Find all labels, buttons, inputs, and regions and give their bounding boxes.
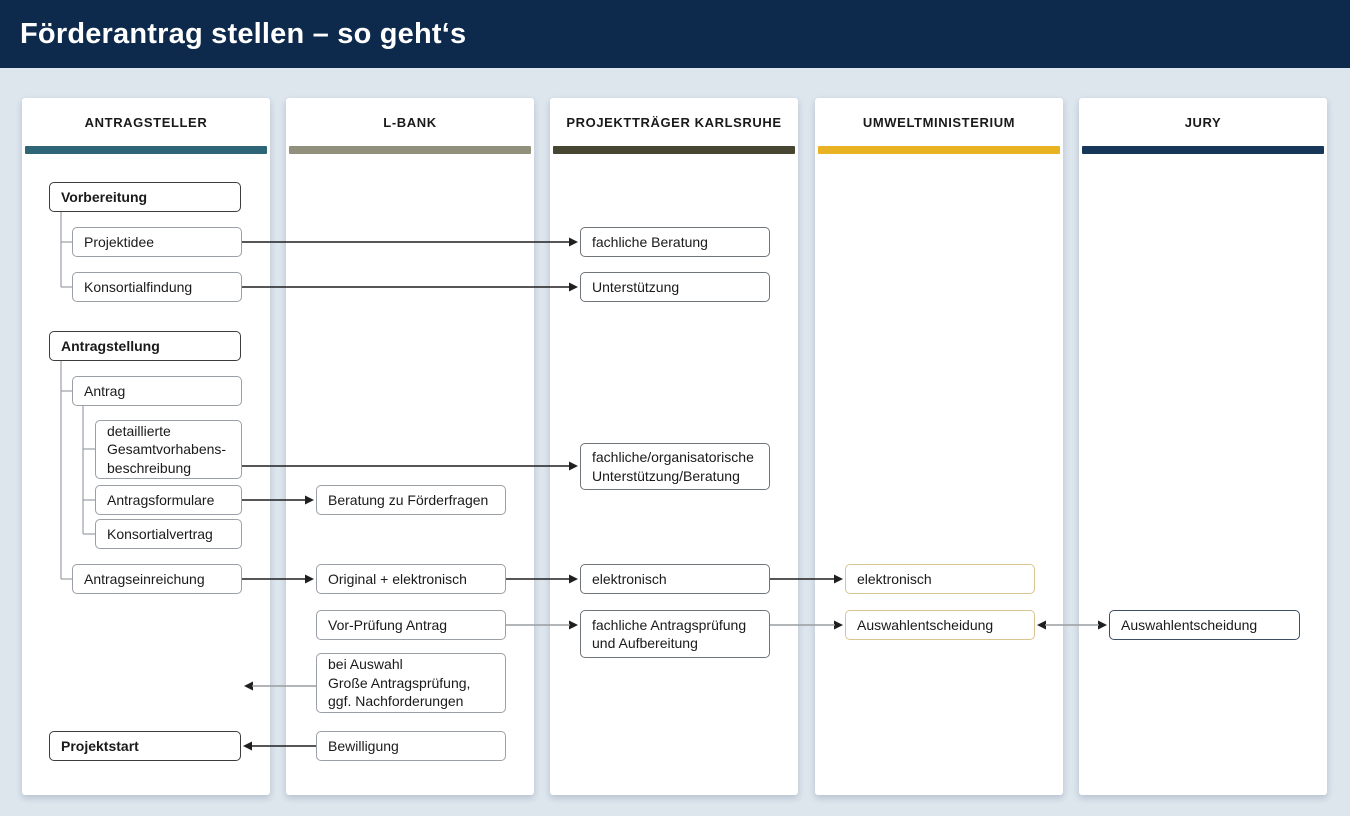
node-unterstuetzung: Unterstützung bbox=[580, 272, 770, 302]
node-fachliche-organisatorische: fachliche/organisatorische Unterstützung/Beratung bbox=[580, 443, 770, 490]
node-bewilligung: Bewilligung bbox=[316, 731, 506, 761]
arrowhead-end-elektronisch-ptka-to-elektronisch-um bbox=[834, 575, 843, 584]
node-auswahlentscheidung-jury: Auswahlentscheidung bbox=[1109, 610, 1300, 640]
node-vorbereitung: Vorbereitung bbox=[49, 182, 241, 212]
node-original-elektronisch: Original + elektronisch bbox=[316, 564, 506, 594]
node-fachliche-beratung: fachliche Beratung bbox=[580, 227, 770, 257]
column-header-umweltministerium: UMWELTMINISTERIUM bbox=[862, 114, 1016, 130]
node-auswahlentscheidung-um: Auswahlentscheidung bbox=[845, 610, 1035, 640]
node-beratung-foerderfragen: Beratung zu Förderfragen bbox=[316, 485, 506, 515]
arrowhead-end-grosse-pruefung-to-antragsteller bbox=[244, 682, 253, 691]
arrowhead-end-beschreibung-to-fachliche-organisatorische bbox=[569, 462, 578, 471]
node-antragsformulare: Antragsformulare bbox=[95, 485, 242, 515]
arrowhead-end-original-to-elektronisch-ptka bbox=[569, 575, 578, 584]
node-konsortialvertrag: Konsortialvertrag bbox=[95, 519, 242, 549]
arrowhead-end-antragseinreichung-to-original bbox=[305, 575, 314, 584]
arrowhead-end-projektidee-to-fachliche-beratung bbox=[569, 238, 578, 247]
page-title: Förderantrag stellen – so geht‘s bbox=[20, 17, 467, 50]
node-projektidee: Projektidee bbox=[72, 227, 242, 257]
arrowhead-end-auswahl-um-jury-bidirectional bbox=[1098, 621, 1107, 630]
arrowhead-end-vorpruefung-to-antragspruefung bbox=[569, 621, 578, 630]
column-header-antragsteller: ANTRAGSTELLER bbox=[84, 114, 208, 130]
arrowhead-end-antragspruefung-to-auswahl-um bbox=[834, 621, 843, 630]
node-antrag: Antrag bbox=[72, 376, 242, 406]
arrowhead-end-bewilligung-to-projektstart bbox=[243, 742, 252, 751]
node-elektronisch-um: elektronisch bbox=[845, 564, 1035, 594]
node-elektronisch-ptka: elektronisch bbox=[580, 564, 770, 594]
node-konsortialfindung: Konsortialfindung bbox=[72, 272, 242, 302]
arrowhead-end-konsortialfindung-to-unterstuetzung bbox=[569, 283, 578, 292]
title-bar bbox=[0, 0, 1350, 68]
node-grosse-antragspruefung: bei Auswahl Große Antragsprüfung, ggf. Nachforderungen bbox=[316, 653, 506, 713]
node-projektstart: Projektstart bbox=[49, 731, 241, 761]
column-header-jury: JURY bbox=[1184, 114, 1222, 130]
column-header-l-bank: L-BANK bbox=[383, 114, 437, 130]
node-antragseinreichung: Antragseinreichung bbox=[72, 564, 242, 594]
arrowhead-end-antragsformulare-to-beratung bbox=[305, 496, 314, 505]
column-header-projekttraeger: PROJEKTTRÄGER KARLSRUHE bbox=[566, 114, 782, 130]
node-fachliche-antragspruefung: fachliche Antragsprüfung und Aufbereitung bbox=[580, 610, 770, 658]
node-vorpruefung-antrag: Vor-Prüfung Antrag bbox=[316, 610, 506, 640]
arrowhead-start-auswahl-um-jury-bidirectional bbox=[1037, 621, 1046, 630]
node-gesamtvorhabensbeschreibung: detaillierte Gesamtvorhabens- beschreibung bbox=[95, 420, 242, 479]
node-antragstellung: Antragstellung bbox=[49, 331, 241, 361]
